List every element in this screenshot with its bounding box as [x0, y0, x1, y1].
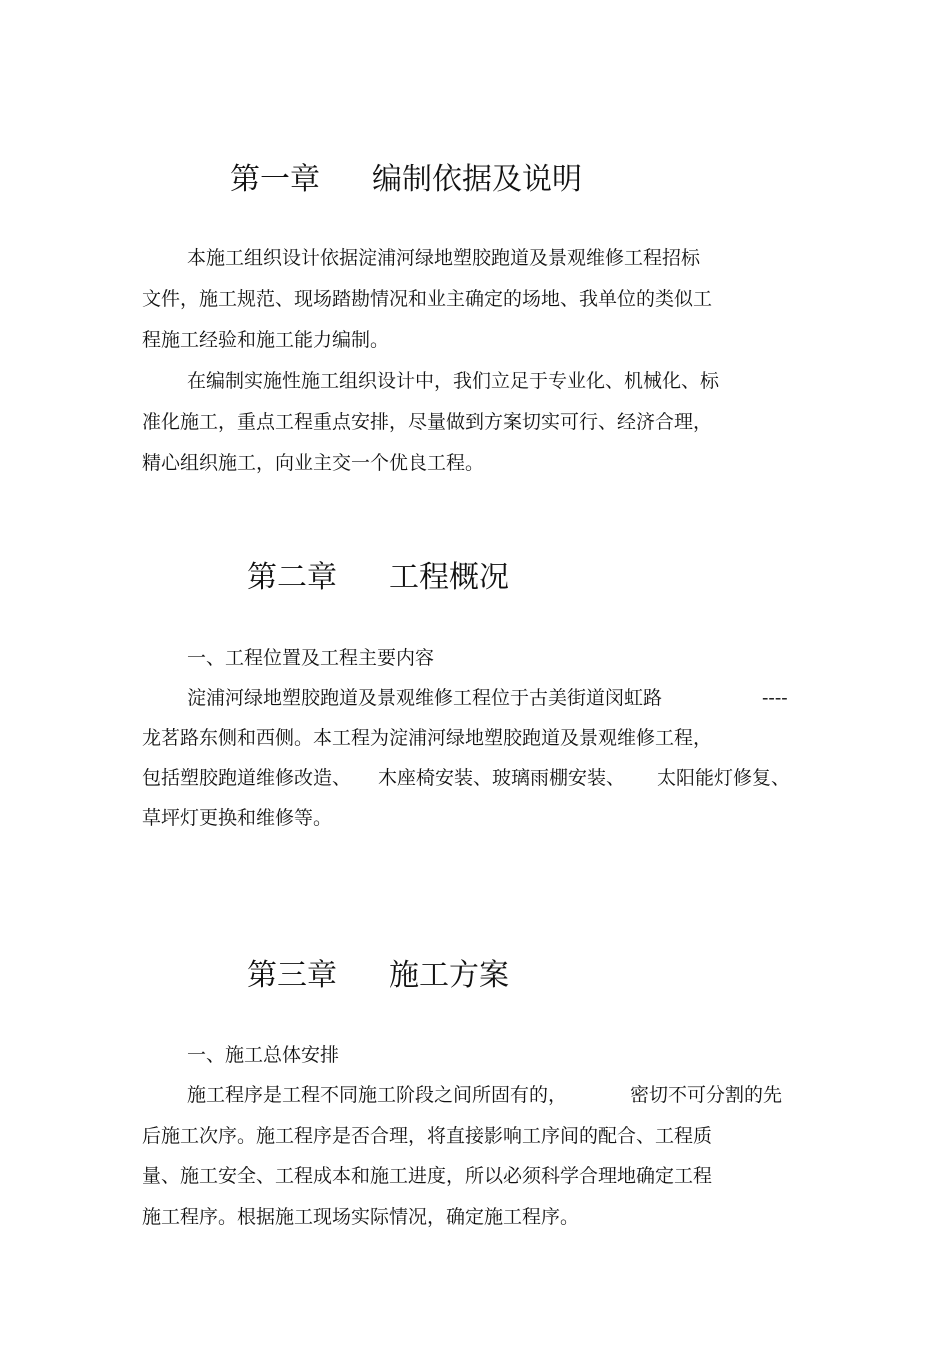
section-heading: 一、工程位置及工程主要内容 — [187, 647, 435, 669]
paragraph-line: 准化施工，重点工程重点安排，尽量做到方案切实可行、经济合理， — [142, 411, 713, 433]
paragraph-line: 施工程序是工程不同施工阶段之间所固有的， — [187, 1084, 568, 1106]
chapter-3-heading — [247, 958, 509, 994]
paragraph-line: 草坪灯更换和维修等。 — [142, 807, 333, 829]
paragraph-line-part: 木座椅安装、玻璃雨棚安装、 — [378, 767, 626, 789]
paragraph-line-tail: ---- — [762, 687, 788, 709]
paragraph-line: 淀浦河绿地塑胶跑道及景观维修工程位于古美街道闵虹路 — [187, 687, 663, 709]
paragraph-line: 龙茗路东侧和西侧。本工程为淀浦河绿地塑胶跑道及景观维修工程， — [142, 727, 713, 749]
section-heading: 一、施工总体安排 — [187, 1044, 340, 1066]
paragraph-line: 文件，施工规范、现场踏勘情况和业主确定的场地、我单位的类似工 — [142, 288, 713, 310]
chapter-number: 第一章 — [230, 162, 320, 197]
chapter-number: 第三章 — [247, 958, 337, 993]
paragraph-line: 在编制实施性施工组织设计中，我们立足于专业化、机械化、标 — [187, 370, 720, 392]
paragraph-line: 量、施工安全、工程成本和施工进度，所以必须科学合理地确定工程 — [142, 1165, 713, 1187]
chapter-number: 第二章 — [247, 560, 337, 595]
paragraph-line: 本施工组织设计依据淀浦河绿地塑胶跑道及景观维修工程招标 — [187, 247, 701, 269]
paragraph-line: 后施工次序。施工程序是否合理，将直接影响工序间的配合、工程质 — [142, 1125, 713, 1147]
chapter-title: 施工方案 — [389, 958, 509, 993]
paragraph-line: 精心组织施工，向业主交一个优良工程。 — [142, 452, 485, 474]
paragraph-line-part: 太阳能灯修复、 — [657, 767, 791, 789]
paragraph-line: 施工程序。根据施工现场实际情况，确定施工程序。 — [142, 1206, 580, 1228]
chapter-1-heading — [230, 162, 582, 198]
chapter-2-heading — [247, 560, 509, 596]
paragraph-line-part: 包括塑胶跑道维修改造、 — [142, 767, 352, 789]
chapter-title: 编制依据及说明 — [372, 162, 582, 197]
paragraph-line: 程施工经验和施工能力编制。 — [142, 329, 390, 351]
chapter-title: 工程概况 — [389, 560, 509, 595]
paragraph-line-tail: 密切不可分割的先 — [630, 1084, 783, 1106]
